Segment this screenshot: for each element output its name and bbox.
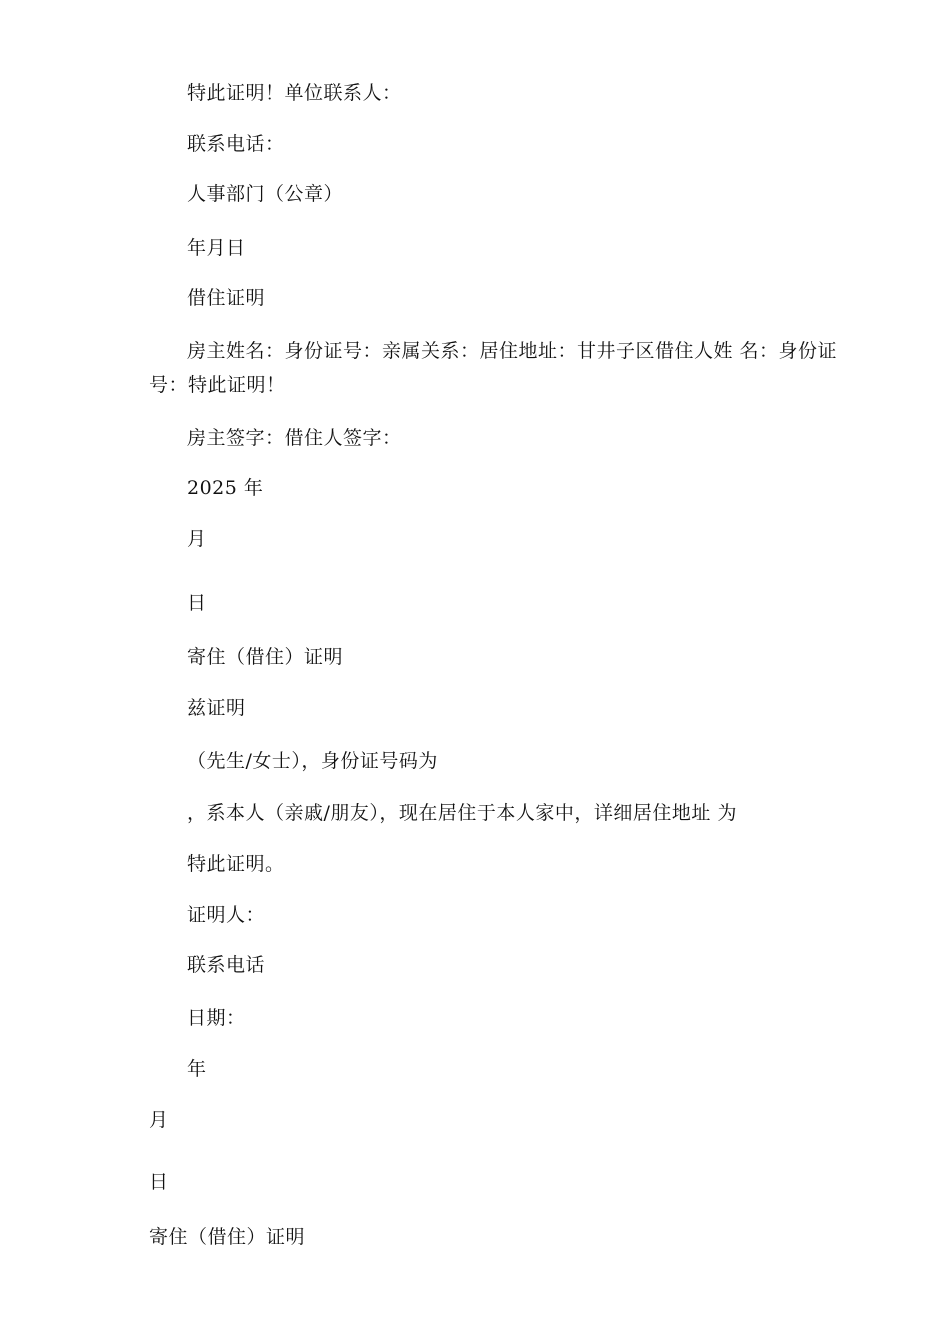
section-title-lodging: 寄住（借住）证明	[187, 646, 344, 668]
month-label-line: 月	[149, 1109, 169, 1131]
person-id-line: （先生/女士），身份证号码为	[187, 750, 438, 772]
day-label-line: 日	[149, 1171, 169, 1193]
certification-unit-contact-line: 特此证明！单位联系人：	[187, 82, 402, 104]
day-line: 日	[187, 592, 207, 614]
certifier-line: 证明人：	[187, 904, 266, 926]
hr-department-seal-line: 人事部门（公章）	[187, 183, 344, 205]
certifier-phone-line: 联系电话	[187, 954, 266, 976]
year-line: 2025 年	[187, 477, 264, 499]
signatures-line: 房主签字：借住人签字：	[187, 427, 402, 449]
section-title-lodging-repeat: 寄住（借住）证明	[149, 1226, 306, 1248]
hereby-certify-line: 兹证明	[187, 697, 246, 719]
year-label-line: 年	[187, 1058, 207, 1080]
relationship-address-line: ，系本人（亲戚/朋友），现在居住于本人家中，详细居住地址 为	[187, 802, 737, 824]
month-line: 月	[187, 528, 207, 550]
certification-closing-line: 特此证明。	[187, 853, 285, 875]
date-label-line: 日期：	[187, 1007, 246, 1029]
date-placeholder-line: 年月日	[187, 237, 246, 259]
owner-info-paragraph: 房主姓名：身份证号：亲属关系：居住地址：甘井子区借住人姓 名：身份证号：特此证明！	[149, 340, 838, 396]
contact-phone-line: 联系电话：	[187, 133, 285, 155]
section-title-borrow-residence: 借住证明	[187, 287, 266, 309]
